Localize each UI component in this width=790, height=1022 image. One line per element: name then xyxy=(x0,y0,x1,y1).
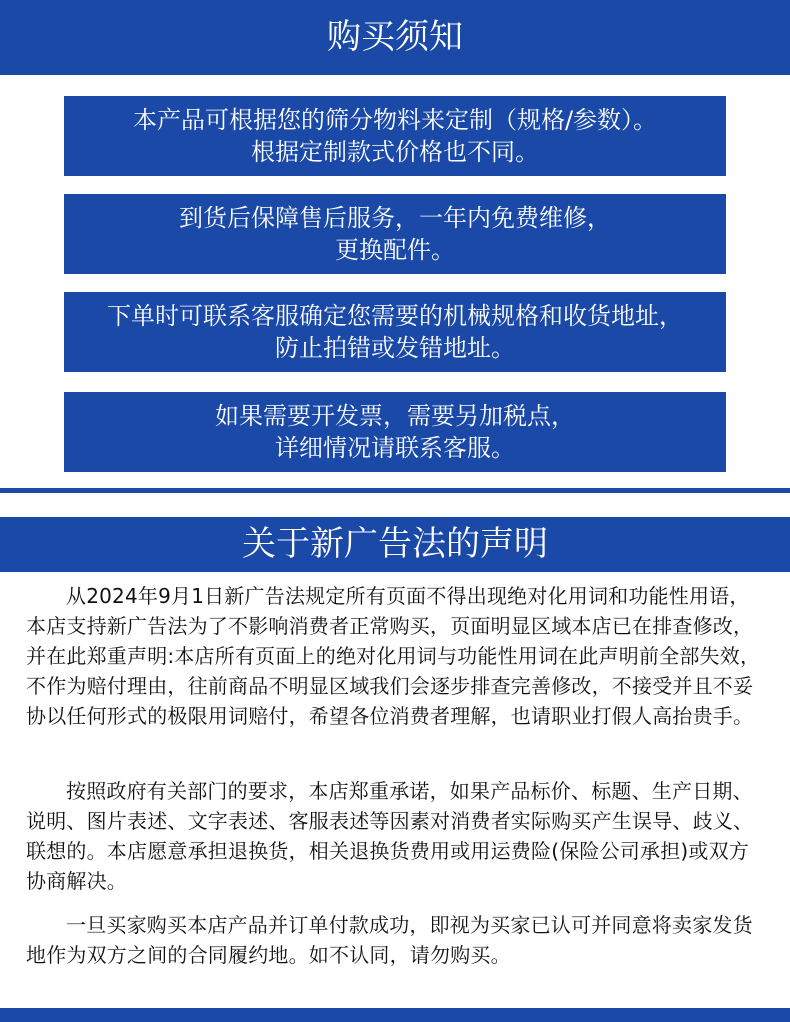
purchase-notice-title: 购买须知 xyxy=(327,17,463,57)
notice-item-line: 到货后保障售后服务，一年内免费维修， xyxy=(179,204,611,232)
footer-divider xyxy=(0,1008,790,1022)
notice-item-line: 详细情况请联系客服。 xyxy=(275,434,515,462)
ad-law-statement-title: 关于新广告法的声明 xyxy=(242,524,548,564)
notice-item-contact-service xyxy=(64,292,726,372)
notice-item-line: 如果需要开发票，需要另加税点， xyxy=(215,402,575,430)
notice-item-line: 更换配件。 xyxy=(335,236,455,264)
notice-item-line: 本产品可根据您的筛分物料来定制（规格/参数）。 xyxy=(132,106,658,134)
statement-paragraph: 从2024年9月1日新广告法规定所有页面不得出现绝对化用词和功能性用语，本店支持新广告法为了不影响消费者正常购买，页面明显区域本店已在排查修改，并在此郑重声明:本店所有页面上的绝对化用词与功能性用词在此声明前全部失效，不作为赔付理由，往前商品不明显区域我们会逐步排查完善修改，不接受并且不妥协以任何形式的极限用词赔付，希望各位消费者理解，也请职业打假人高抬贵手。 xyxy=(26,584,761,728)
statement-paragraph: 一旦买家购买本店产品并订单付款成功，即视为买家已认可并同意将卖家发货地作为双方之间的合同履约地。如不认同，请勿购买。 xyxy=(26,913,753,967)
notice-item-after-sales xyxy=(64,194,726,274)
section-divider xyxy=(0,488,790,493)
notice-item-line: 防止拍错或发错地址。 xyxy=(275,334,515,362)
notice-item-line: 根据定制款式价格也不同。 xyxy=(251,138,539,166)
notice-item-invoice xyxy=(64,392,726,472)
notice-item-line: 下单时可联系客服确定您需要的机械规格和收货地址， xyxy=(107,302,683,330)
statement-paragraph: 按照政府有关部门的要求，本店郑重承诺，如果产品标价、标题、生产日期、说明、图片表述、文字表述、客服表述等因素对消费者实际购买产生误导、歧义、联想的。本店愿意承担退换货，相关退换货费用或用运费险(保险公司承担)或双方协商解决。 xyxy=(26,779,754,893)
ad-law-statement-banner xyxy=(0,517,790,572)
purchase-notice-banner xyxy=(0,0,790,75)
notice-item-customization xyxy=(64,96,726,176)
